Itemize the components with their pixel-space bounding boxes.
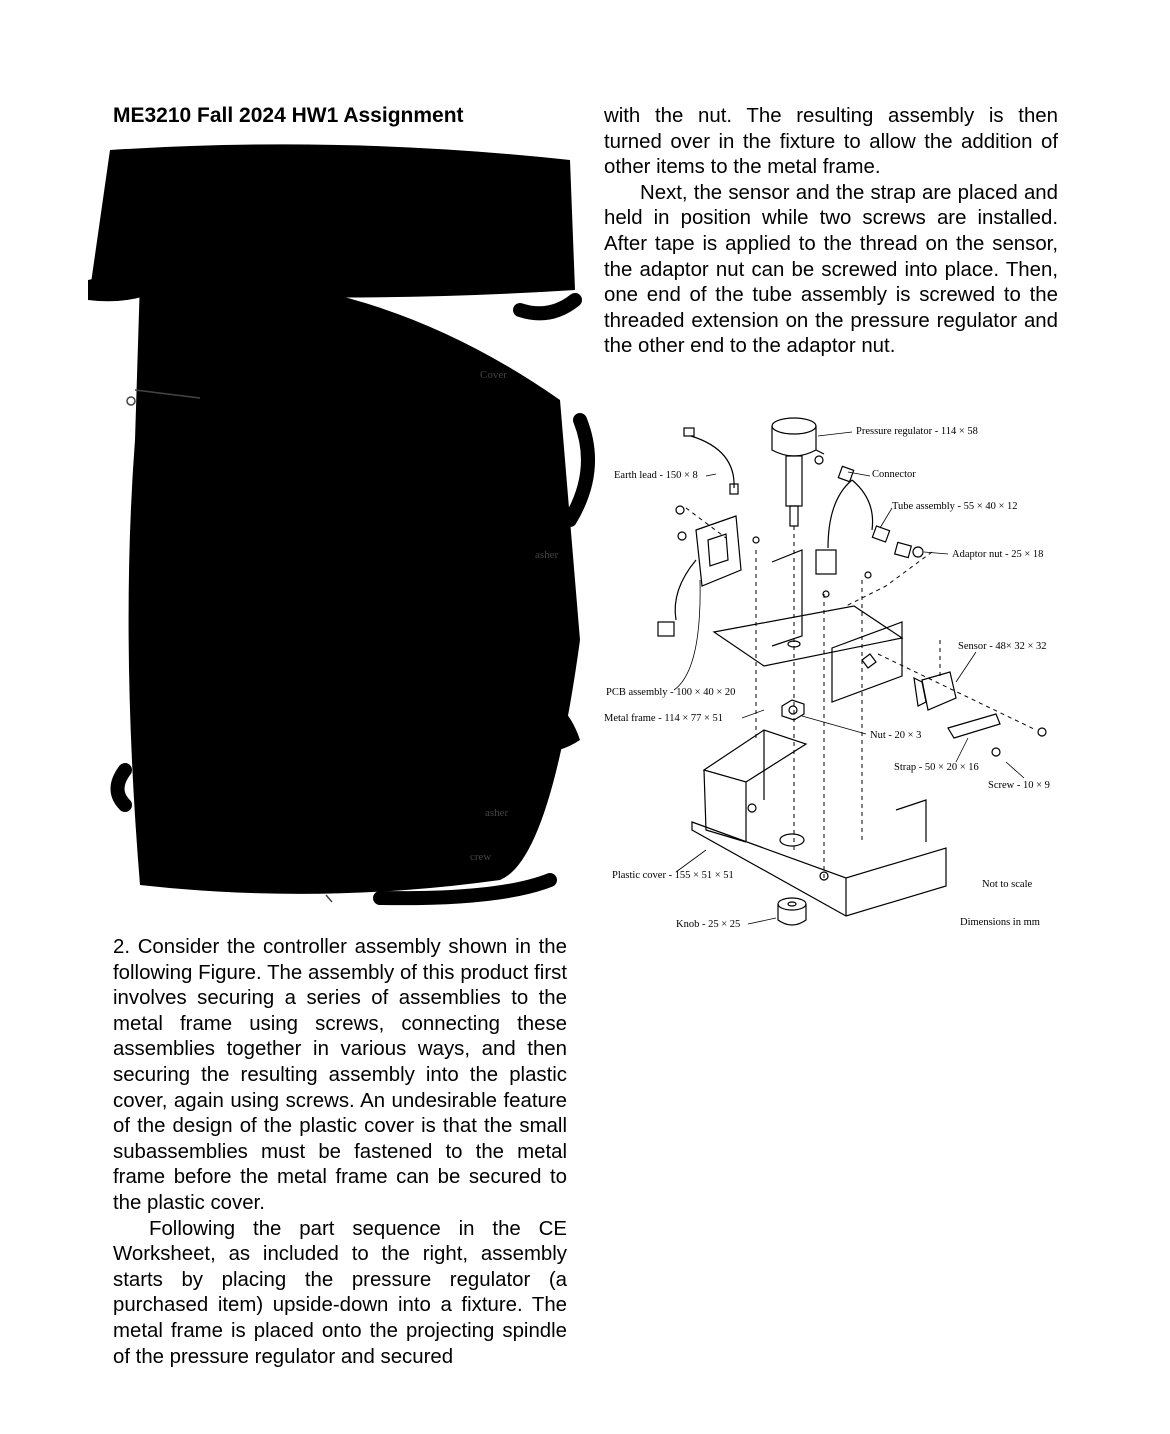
redacted-fragment-screw: crew (470, 851, 492, 863)
label-knob: Knob - 25 × 25 (676, 919, 741, 930)
redacted-fragment-washer-2: asher (485, 807, 509, 819)
label-pcb-assembly: PCB assembly - 100 × 40 × 20 (606, 687, 736, 698)
right-paragraph-1: with the nut. The resulting assembly is then turned over in the fixture to allow the addition of other items to the metal frame. (604, 105, 1058, 179)
tube-assembly-drawing (816, 466, 890, 574)
page-title: ME3210 Fall 2024 HW1 Assignment (113, 104, 464, 127)
label-screw: Screw - 10 × 9 (988, 780, 1050, 791)
redacted-fragment-washer: asher (535, 549, 559, 561)
redacted-fragment-cover: Cover (480, 369, 507, 381)
plastic-cover-drawing (692, 730, 946, 916)
screw-drawings (753, 537, 871, 597)
label-sensor: Sensor - 48× 32 × 32 (958, 641, 1047, 652)
assembly-dashed-lines (686, 508, 1036, 880)
label-pressure-regulator: Pressure regulator - 114 × 58 (856, 426, 978, 437)
redacted-scribble-region (80, 140, 600, 910)
right-paragraph-2: Next, the sensor and the strap are placed and held in position while two screws are installed. After tape is applied to the thread on the sensor, the adaptor nut can be screwed into place. Then, one end of the tube assembly is screwed to the threaded extension on the pressure regulator and the other end to the adaptor nut. (604, 181, 1058, 358)
earth-lead-drawing (684, 428, 738, 494)
question-2-paragraph-1: 2. Consider the controller assembly shown in the following Figure. The assembly of this product first involves securing a series of assemblies to the metal frame using screws, connecting these assemblies together in various ways, and then securing the resulting assembly into the plastic cover, again using screws. An undesirable feature of the design of the plastic cover is that the small subassemblies must be fastened to the metal frame before the metal frame can be secured to the plastic cover. (113, 936, 567, 1214)
knob-drawing (778, 898, 806, 925)
metal-frame-drawing (714, 550, 902, 702)
label-tube-assembly: Tube assembly - 55 × 40 × 12 (892, 501, 1018, 512)
left-column (113, 935, 567, 1370)
sensor-strap-drawing (914, 672, 1046, 756)
label-strap: Strap - 50 × 20 × 16 (894, 762, 979, 773)
label-adaptor-nut: Adaptor nut - 25 × 18 (952, 549, 1044, 560)
label-not-to-scale: Not to scale (982, 879, 1033, 890)
redaction-scribble (88, 144, 580, 894)
label-plastic-cover: Plastic cover - 155 × 51 × 51 (612, 870, 734, 881)
label-dimensions: Dimensions in mm (960, 917, 1040, 928)
nut-drawing (782, 700, 804, 720)
label-nut: Nut - 20 × 3 (870, 730, 922, 741)
label-metal-frame: Metal frame - 114 × 77 × 51 (604, 713, 724, 724)
pressure-regulator-drawing (772, 418, 824, 526)
adaptor-nut-drawing (895, 542, 923, 557)
label-connector: Connector (872, 469, 916, 480)
question-2-paragraph-2: Following the part sequence in the CE Worksheet, as included to the right, assembly starts by placing the pressure regulator (a purchased item) upside-down into a fixture. The metal frame is placed onto the projecting spindle of the pressure regulator and secured (113, 1217, 567, 1368)
label-earth-lead: Earth lead - 150 × 8 (614, 470, 698, 481)
right-column (604, 104, 1058, 360)
controller-assembly-figure (596, 410, 1066, 940)
